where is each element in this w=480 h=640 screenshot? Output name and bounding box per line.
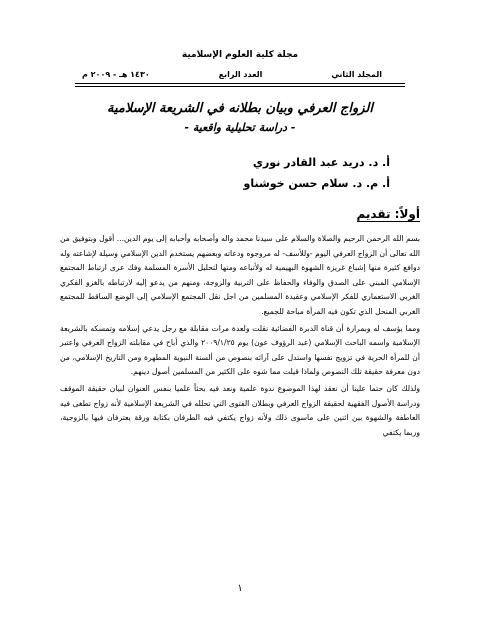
header-divider [75,86,405,87]
page-number: ١ [237,583,243,594]
journal-name: مجلة كلية العلوم الإسلامية [181,50,299,60]
paragraph: ولذلك كان حتما علينا أن نعقد لهذا الموضوع ندوة علمية ونعد فيه بحثاً علميا بنفس العنوان لبيان حقيقة الموقف ودراسة الأصول الفقهية لحقيقة الزواج العرفي وبطلان الفتوى التي تحلله في الشريعة الإسلامية لأنه زواج تطغى فيه العاطفة والشهوة بين اثنين على ماسوى ذلك ولأنه زواج يكتفي فيه الطرفان بكتابة ورقة يعترفان فيها بالزوجية، وربما يكتفي [60,383,420,437]
issue-info [82,70,382,79]
section-heading [300,207,420,221]
issue-date: ١٤٣٠ هـ - ٢٠٠٩ م [82,70,150,79]
paragraph: بسم الله الرحمن الرحيم والصلاة والسلام على سيدنا محمد واله وأصحابه وأحبابه إلى يوم الدين... أقول وبتوفيق من الله تعالى أن الزواج العرفي اليوم -وللأسف- له مروجوه ودعاته وبعضهم يستخدم الدين الإسلامي وسيلة لإشاعته وله دوافع كثيرة منها إشباع غريزة الشهوة البهيمية له ولأتباعه ومنها لتحليل الأسرة المسلمة وفك عرى ارتباط المجتمع الإسلامي المبني على الصدق والوفاء والحفاظ على التربية والزوجة، ومنهم من يدعو إليه لارتباطه بالغزو الفكري الغربي الاستعماري للفكر الإسلامي وعقيدة المسلمين من اجل نقل المجتمع الإسلامي إلى الوضع الساقط للمجتمع الغربي المنحل الذي تكون فيه المرأة مباحة للجميع. [60,234,420,316]
header-divider [75,83,405,84]
paragraph: ومما يؤسف له وبمرارة أن قناة الدبرة الفضائية نقلت ولعدة مرات مقابلة مع رجل يدعي إسلامه وتمسكه بالشريعة الإسلامية واسمه الباحث الإسلامي (عبد الرؤوف عون) يوم ٢٠٠٩/١/٢٥ والذي أباح في مقابلته الزواج العرفي واعتبر أن للمرأة الحرية في تزويج نفسها واستدل على آرائه بنصوص من ألسنة النبوية المطهرة ومن التاريخ الإسلامي، من دون معرفة حقيقة تلك النصوص ولماذا قيلت مما شوه على الكثير من المسلمين أصول دينهم. [60,323,420,377]
author-name: أ. م. د. سلام حسن خوشناو [243,177,390,190]
body-text [60,232,420,442]
issue-label: العدد الرابع [218,70,263,79]
section-heading-text: أولاً: تقديم [356,207,420,221]
article-subtitle: - دراسة تحليلية واقعية - [184,121,296,134]
author-name: أ. د. دريد عبد القادر نوري [252,156,390,169]
article-title: الزواج العرفي وبيان بطلانه في الشريعة الإسلامية [107,101,373,116]
volume-label: المجلد الثاني [331,70,382,79]
